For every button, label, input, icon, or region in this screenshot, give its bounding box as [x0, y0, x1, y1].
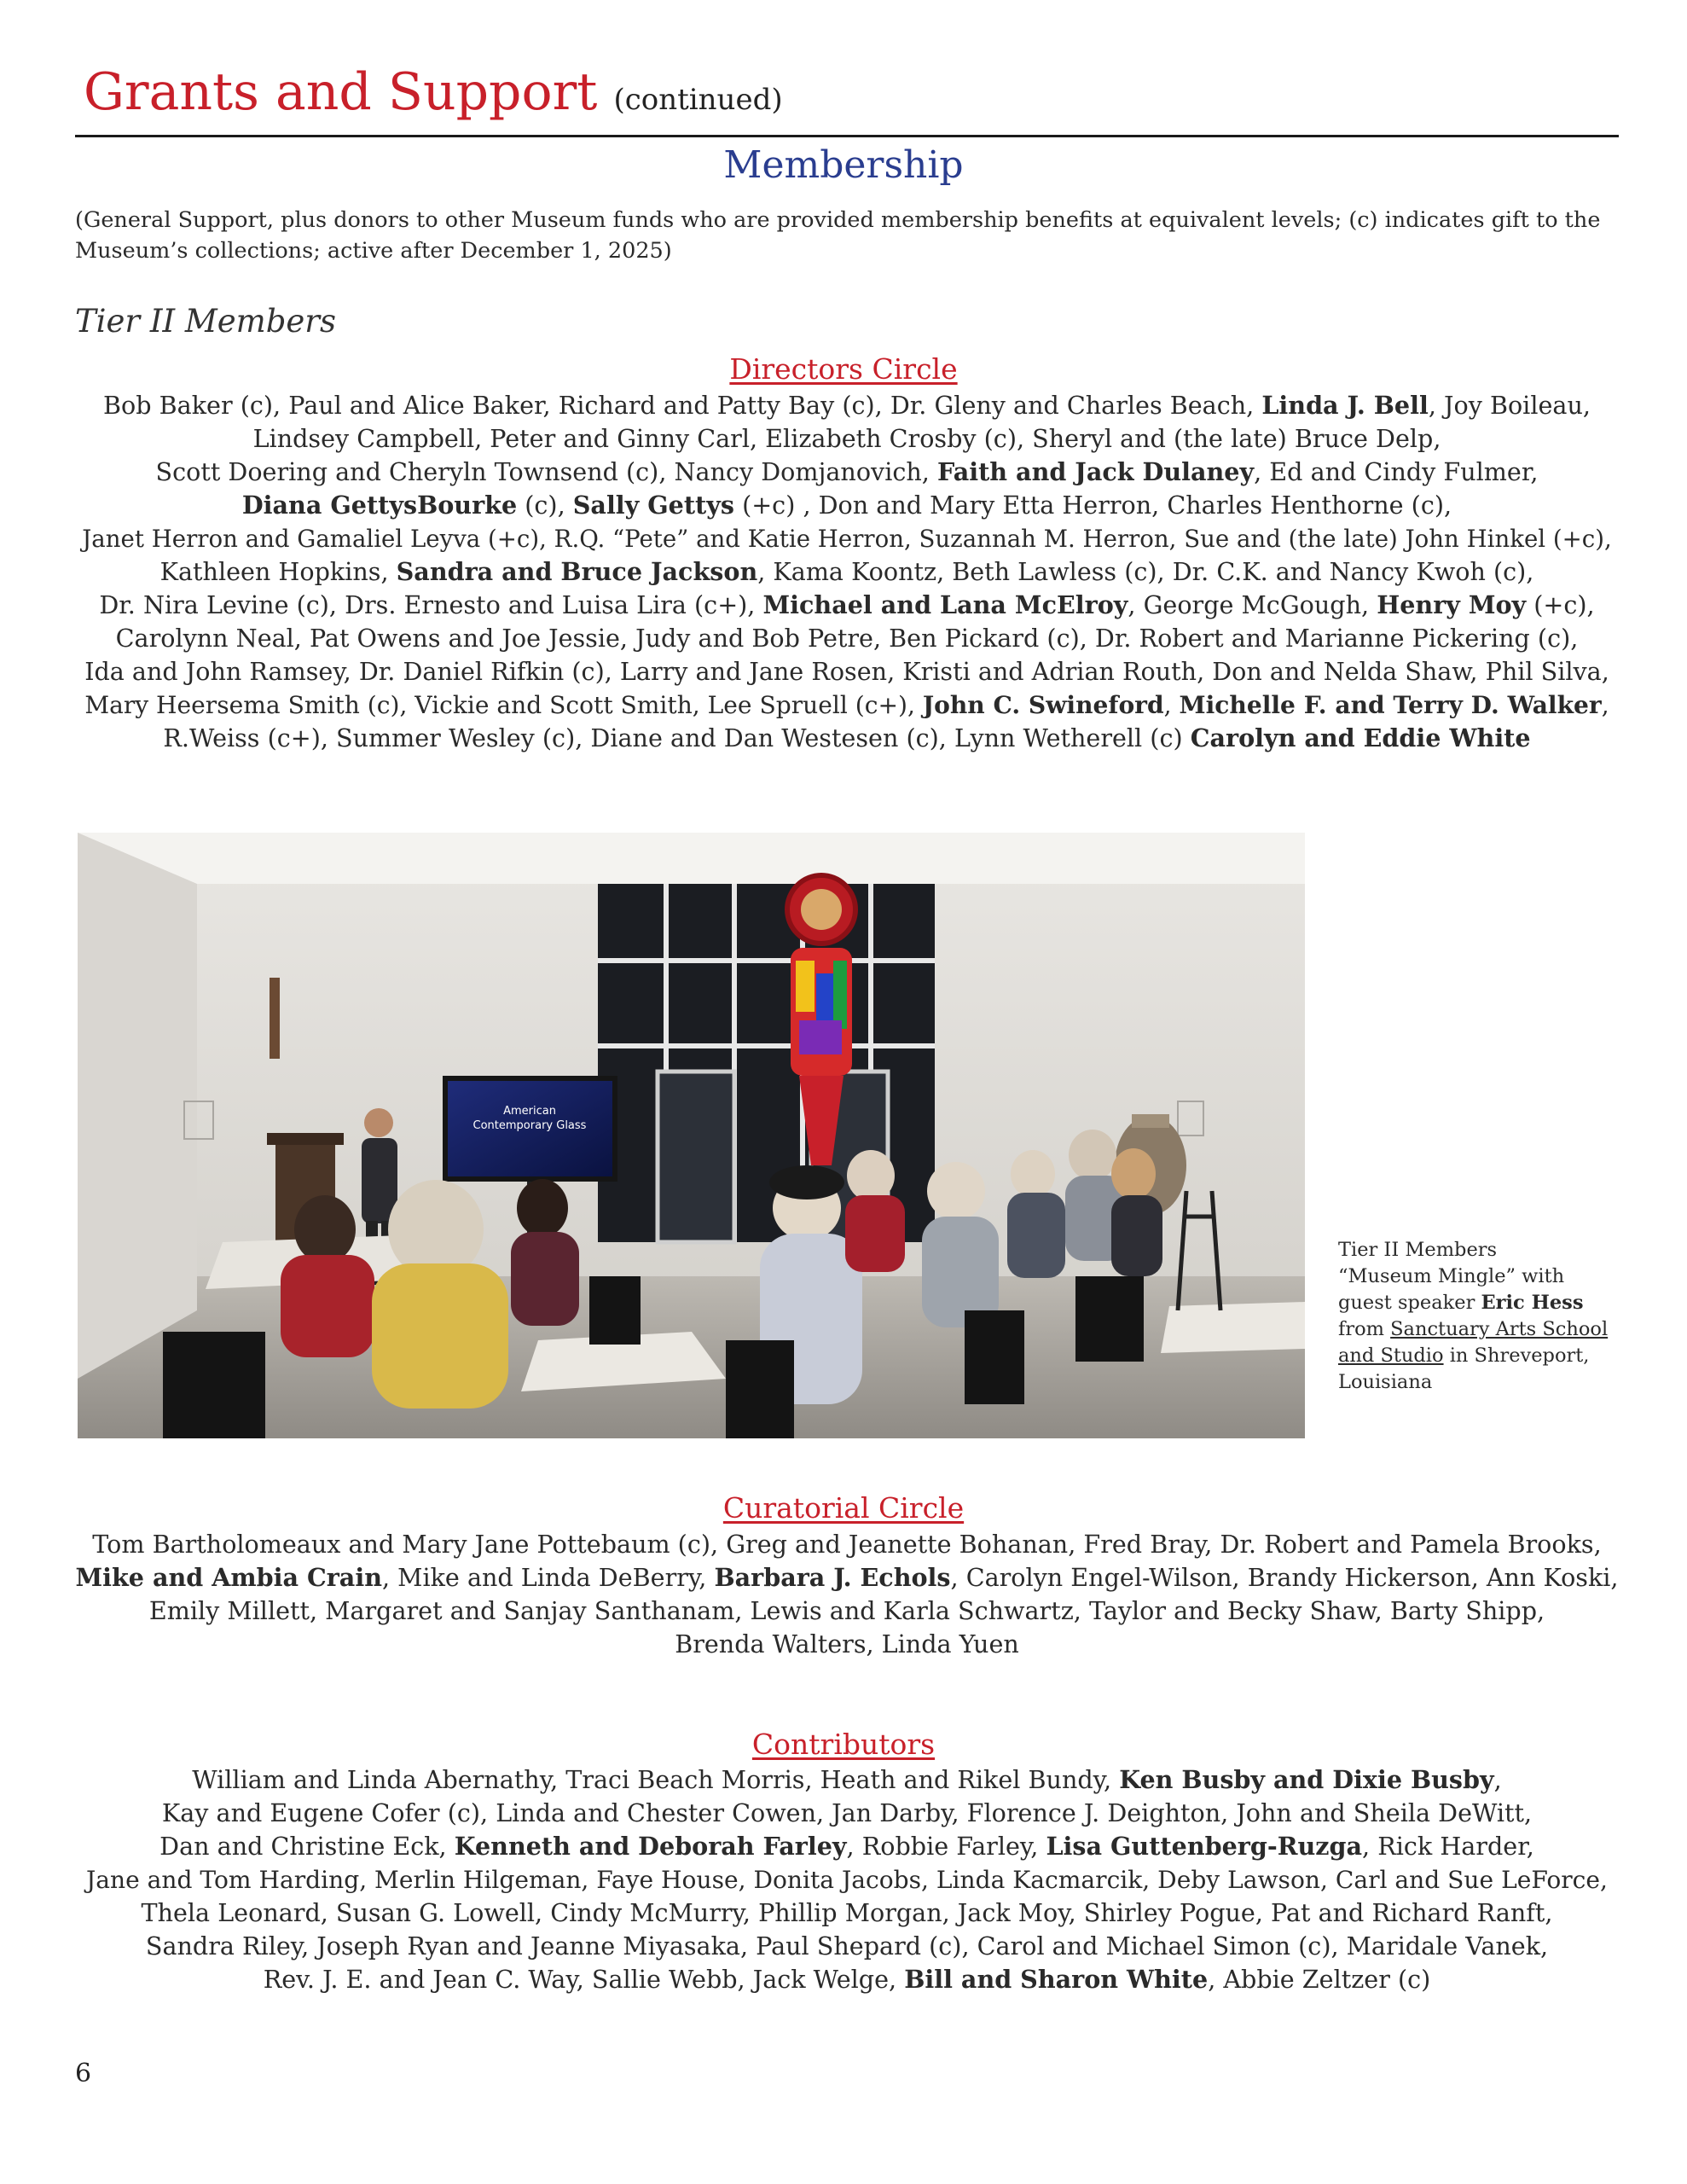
donor-line [73, 1863, 1620, 1896]
donor-line [73, 589, 1620, 622]
donor-text: William and Linda Abernathy, Traci Beach Morris, Heath and Rikel Bundy, [192, 1765, 1120, 1794]
donor-text: Tom Bartholomeaux and Mary Jane Pottebaum (c), Greg and Jeanette Bohanan, Fred Bray, Dr. Robert and Pamela Brooks, [92, 1530, 1602, 1559]
donor-text: Dr. Nira Levine (c), Drs. Ernesto and Luisa Lira (c+), [99, 590, 763, 619]
donor-line [73, 1797, 1620, 1830]
donor-text: Kathleen Hopkins, [159, 557, 397, 586]
donor-line [73, 622, 1620, 655]
donor-text: , Ed and Cindy Fulmer, [1254, 457, 1539, 486]
donor-text: Brenda Walters, Linda Yuen [675, 1629, 1019, 1658]
donor-name-bold: Kenneth and Deborah Farley [454, 1832, 847, 1861]
donor-name-bold: John C. Swineford [922, 691, 1164, 719]
donor-text: Mary Heersema Smith (c), Vickie and Scott Smith, Lee Spruell (c+), [84, 691, 923, 719]
donor-name-bold: Carolyn and Eddie White [1190, 723, 1531, 752]
donor-text: Sandra Riley, Joseph Ryan and Jeanne Miyasaka, Paul Shepard (c), Carol and Michael Simon (c), Maridale Vanek, [145, 1931, 1549, 1960]
tier-label: Tier II Members [75, 303, 336, 340]
membership-heading: Membership [723, 143, 964, 187]
donor-name-bold: Michelle F. and Terry D. Walker [1179, 691, 1602, 719]
donor-name-bold: Faith and Jack Dulaney [936, 457, 1255, 486]
donor-line [73, 456, 1620, 489]
donor-name-bold: Linda J. Bell [1261, 391, 1429, 420]
photo-caption: Tier II Members “Museum Mingle” with guest speaker Eric Hess from Sanctuary Arts School and Studio in Shreveport, Louisiana [1338, 1239, 1609, 1393]
donor-text: , Abbie Zeltzer (c) [1208, 1965, 1431, 1994]
donor-text: Rev. J. E. and Jean C. Way, Sallie Webb, Jack Welge, [263, 1965, 905, 1994]
screen-slide-title-line2: Contemporary Glass [472, 1119, 587, 1132]
donor-line [73, 389, 1620, 422]
donor-line [73, 688, 1620, 722]
caption-link-sanctuary-arts[interactable]: Sanctuary Arts School [1390, 1318, 1609, 1340]
caption-speaker-name: Eric Hess [1481, 1292, 1584, 1314]
screen-slide-title-line1: American [503, 1105, 556, 1118]
directors-circle-heading: Directors Circle [729, 352, 958, 386]
donor-text: Janet Herron and Gamaliel Leyva (+c), R.Q. “Pete” and Katie Herron, Suzannah M. Herron, Sue and (the late) John Hinkel (+c), [82, 525, 1612, 553]
donor-line [73, 1628, 1620, 1661]
donor-text: Jane and Tom Harding, Merlin Hilgeman, Faye House, Donita Jacobs, Linda Kacmarcik, Deby Lawson, Carl and Sue LeForce, [86, 1866, 1608, 1894]
page-number: 6 [75, 2059, 92, 2088]
donor-line [73, 1896, 1620, 1930]
donor-name-bold: Lisa Guttenberg-Ruzga [1046, 1832, 1363, 1861]
donor-text: (c), [517, 491, 573, 520]
donor-text: , [1163, 691, 1180, 719]
curatorial-circle-names [73, 1528, 1620, 1661]
donor-text: Scott Doering and Cheryln Townsend (c), Nancy Domjanovich, [155, 457, 937, 486]
donor-line [73, 1763, 1620, 1797]
donor-text: Lindsey Campbell, Peter and Ginny Carl, Elizabeth Crosby (c), Sheryl and (the late) Bruce Delp, [252, 424, 1441, 453]
directors-circle-names [73, 389, 1620, 755]
donor-name-bold: Ken Busby and Dixie Busby [1119, 1765, 1494, 1794]
donor-text: , Joy Boileau, [1428, 391, 1591, 420]
donor-name-bold: Bill and Sharon White [904, 1965, 1209, 1994]
donor-text: Dan and Christine Eck, [159, 1832, 455, 1861]
donor-text: (+c), [1526, 590, 1595, 619]
contributors-heading: Contributors [751, 1728, 936, 1761]
donor-text: Carolynn Neal, Pat Owens and Joe Jessie, Judy and Bob Petre, Ben Pickard (c), Dr. Robert and Marianne Pickering (c), [115, 624, 1579, 653]
donor-name-bold: Henry Moy [1377, 590, 1527, 619]
page-header [75, 61, 1619, 137]
donor-name-bold: Michael and Lana McElroy [762, 590, 1128, 619]
caption-link-studio[interactable]: and Studio [1338, 1345, 1444, 1367]
donor-line [73, 489, 1620, 522]
donor-name-bold: Mike and Ambia Crain [75, 1563, 382, 1592]
donor-line [73, 1594, 1620, 1628]
donor-line [73, 555, 1620, 589]
donor-line [73, 1561, 1620, 1594]
donor-line [73, 722, 1620, 755]
donor-line [73, 655, 1620, 688]
event-photo-illustration [78, 833, 1305, 1438]
donor-name-bold: Sandra and Bruce Jackson [396, 557, 758, 586]
donor-text: , Kama Koontz, Beth Lawless (c), Dr. C.K. and Nancy Kwoh (c), [757, 557, 1534, 586]
museum-mingle-photo [78, 833, 1305, 1438]
page-title: Grants and Support (continued) [84, 62, 783, 122]
donor-name-bold: Diana GettysBourke [241, 491, 518, 520]
membership-intro: (General Support, plus donors to other Museum funds who are provided membership benefits at equivalent levels; (c) indicates gift to the Museum’s collections; active after December 1, 2025) [75, 207, 1601, 264]
donor-line [73, 1528, 1620, 1561]
donor-text: , George McGough, [1128, 590, 1377, 619]
donor-line [73, 422, 1620, 456]
donor-name-bold: Sally Gettys [572, 491, 734, 520]
donor-text: , Rick Harder, [1362, 1832, 1534, 1861]
donor-text: , [1493, 1765, 1502, 1794]
donor-text: R.Weiss (c+), Summer Wesley (c), Diane and Dan Westesen (c), Lynn Wetherell (c) [163, 723, 1191, 752]
donor-text: , Carolyn Engel-Wilson, Brandy Hickerson, Ann Koski, [950, 1563, 1619, 1592]
donor-text: , [1601, 691, 1609, 719]
donor-text: Ida and John Ramsey, Dr. Daniel Rifkin (c), Larry and Jane Rosen, Kristi and Adrian Routh, Don and Nelda Shaw, Phil Silva, [84, 657, 1609, 686]
donor-text: Emily Millett, Margaret and Sanjay Santhanam, Lewis and Karla Schwartz, Taylor and Becky Shaw, Barty Shipp, [148, 1596, 1545, 1625]
page-title-continued: (continued) [613, 83, 783, 117]
donor-text: , Robbie Farley, [846, 1832, 1046, 1861]
donor-text: , Mike and Linda DeBerry, [382, 1563, 715, 1592]
donor-name-bold: Barbara J. Echols [714, 1563, 951, 1592]
donor-line [73, 1830, 1620, 1863]
donor-line [73, 1930, 1620, 1963]
donor-text: Thela Leonard, Susan G. Lowell, Cindy McMurry, Phillip Morgan, Jack Moy, Shirley Pogue, Pat and Richard Ranft, [141, 1898, 1553, 1927]
donor-text: Bob Baker (c), Paul and Alice Baker, Richard and Patty Bay (c), Dr. Gleny and Charles Beach, [103, 391, 1262, 420]
donor-text: Kay and Eugene Cofer (c), Linda and Chester Cowen, Jan Darby, Florence J. Deighton, John and Sheila DeWitt, [161, 1798, 1533, 1827]
donor-text: (+c) , Don and Mary Etta Herron, Charles Henthorne (c), [733, 491, 1452, 520]
curatorial-circle-heading: Curatorial Circle [722, 1491, 965, 1525]
contributors-names [73, 1763, 1620, 1996]
donor-line [73, 522, 1620, 555]
donor-line [73, 1963, 1620, 1996]
